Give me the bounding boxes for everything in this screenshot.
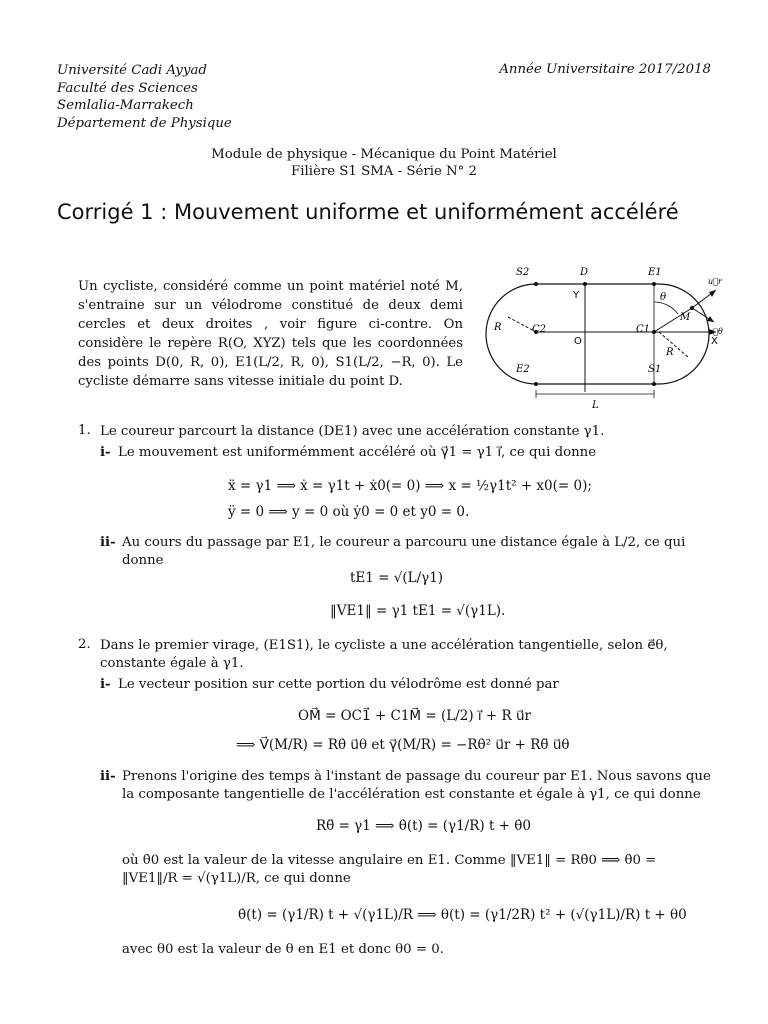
label-utheta: u⃗θ (708, 327, 723, 336)
theta-arc (654, 302, 678, 314)
velodrome-figure (476, 262, 738, 412)
label-y: Y (573, 290, 580, 301)
module-line-2: Filière S1 SMA - Série N° 2 (290, 164, 478, 179)
module-line-1: Module de physique - Mécanique du Point Matériel (211, 147, 557, 162)
institution-line: Faculté des Sciences (57, 80, 198, 96)
point-e1 (652, 282, 656, 286)
equation-1-2: ÿ = 0 ⟹ y = 0 où ẏ0 = 0 et y0 = 0. (228, 504, 470, 520)
section-2-statement: Dans le premier virage, (E1S1), le cycliste a une accélération tangentielle, selon e⃗θ, constante égale à γ1. (100, 638, 668, 671)
equation-2-1: OM⃗ = OC1⃗ + C1M⃗ = (L/2) i⃗ + R u⃗r (298, 708, 531, 724)
label-l: L (592, 400, 599, 411)
academic-year: Année Universitaire 2017/2018 (499, 62, 711, 77)
ur-arrowhead (709, 290, 716, 297)
section-2-text-2: où θ̇0 est la valeur de la vitesse angulaire en E1. Comme ‖VE1‖ = Rθ̇0 ⟹ θ̇0 = ‖VE1‖/R = √(γ1L)/R, ce qui donne (122, 853, 657, 886)
institution-block (57, 62, 232, 132)
equation-2-4: θ̇(t) = (γ1/R) t + √(γ1L)/R ⟹ θ(t) = (γ1/2R) t² + (√(γ1L)/R) t + θ0 (238, 907, 687, 923)
equation-1-1: ẍ = γ1 ⟹ ẋ = γ1t + ẋ0(= 0) ⟹ x = ½γ1t² + x0(= 0); (228, 478, 592, 494)
institution-line: Département de Physique (57, 115, 232, 131)
label-origin: O (574, 336, 582, 347)
equation-2-2: ⟹ V⃗(M/R) = Rθ̇ u⃗θ et γ⃗(M/R) = −Rθ̇² u⃗r + Rθ̈ u⃗θ (236, 737, 570, 753)
section-1-i-text: Le mouvement est uniformémment accéléré où γ⃗1 = γ1 i⃗, ce qui donne (118, 445, 597, 460)
module-info (0, 146, 768, 180)
section-2-number: 2. (78, 637, 91, 652)
section-1-i-label: i- (100, 445, 111, 460)
page-title: Corrigé 1 : Mouvement uniforme et uniformément accéléré (57, 200, 679, 224)
label-r-right: R (666, 347, 674, 358)
label-m: M (680, 312, 691, 323)
label-theta: θ (660, 292, 667, 303)
point-c1 (652, 330, 656, 334)
section-1-statement: Le coureur parcourt la distance (DE1) avec une accélération constante γ1. (100, 424, 605, 439)
section-1-number: 1. (78, 423, 91, 438)
point-s1 (652, 382, 656, 386)
section-2-ii-label: ii- (100, 769, 116, 784)
section-2-i-text: Le vecteur position sur cette portion du vélodrôme est donné par (118, 677, 559, 692)
label-s1: S1 (648, 364, 662, 375)
label-e1: E1 (648, 267, 662, 278)
point-m (690, 306, 694, 310)
section-2-text-3: avec θ0 est la valeur de θ en E1 et donc θ0 = 0. (122, 942, 444, 957)
label-r-left: R (494, 322, 502, 333)
label-s2: S2 (516, 267, 530, 278)
equation-2-3: Rθ̈ = γ1 ⟹ θ̇(t) = (γ1/R) t + θ̇0 (316, 818, 531, 834)
section-2-ii-text: Prenons l'origine des temps à l'instant de passage du coureur par E1. Nous savons que la composante tangentielle de l'accélération est constante et égale à γ1, ce qui donne (122, 769, 711, 802)
utheta-arrowhead (707, 316, 714, 322)
institution-line: Semlalia-Marrakech (57, 98, 194, 113)
intro-paragraph: Un cycliste, considéré comme un point matériel noté M, s'entraine sur un vélodrome constitué de deux demi cercles et deux droites , voir figure ci-contre. On considère le repère R(O, XYZ) tels que les coordonnées des points D(0, R, 0), E1(L/2, R, 0), S1(L/2, −R, 0). Le cycliste démarre sans vitesse initiale du point D. (78, 279, 463, 389)
label-ur: u⃗r (708, 277, 722, 286)
section-2-i-label: i- (100, 677, 111, 692)
label-c2: C2 (532, 324, 547, 335)
point-s2 (534, 282, 538, 286)
point-d (583, 282, 587, 286)
label-e2: E2 (516, 364, 530, 375)
section-1-ii-text: Au cours du passage par E1, le coureur a parcouru une distance égale à L/2, ce qui donne (122, 535, 686, 568)
label-x: X (711, 336, 718, 347)
equation-1-4: ‖VE1‖ = γ1 tE1 = √(γ1L). (330, 603, 506, 619)
equation-1-3: tE1 = √(L/γ1) (350, 570, 444, 586)
institution-line: Université Cadi Ayyad (57, 63, 207, 78)
label-c1: C1 (636, 324, 651, 335)
section-1-ii-label: ii- (100, 535, 116, 550)
point-e2 (534, 382, 538, 386)
label-d: D (580, 267, 589, 278)
